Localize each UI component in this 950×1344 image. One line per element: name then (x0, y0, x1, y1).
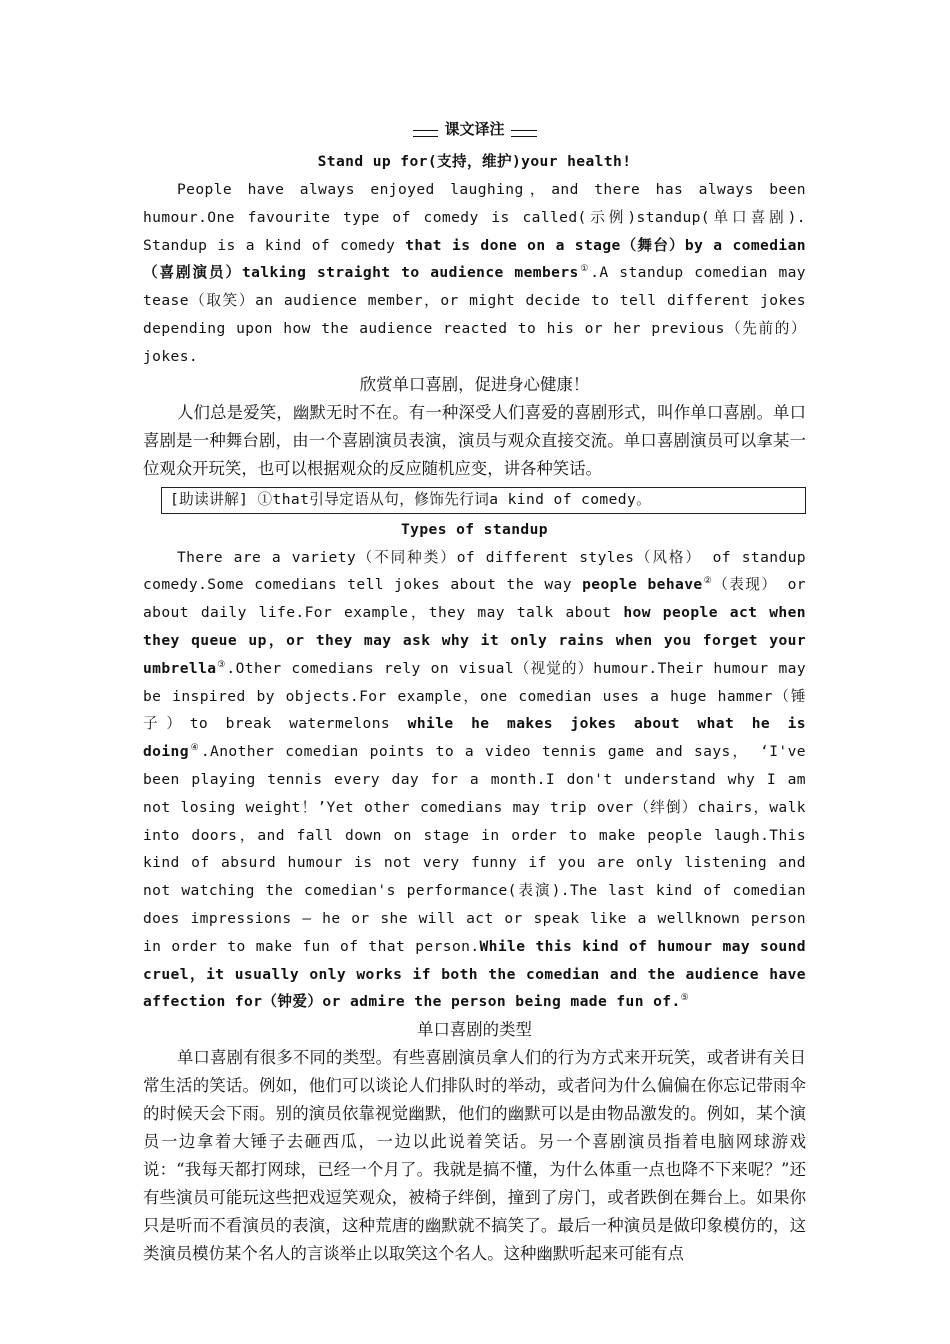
bold-phrase: While this kind of humour may sound cruel，it usually only works if both the comedian and the audience have affection for（钟爱）or admire the person being made fun of. (143, 937, 806, 1011)
footnote-marker: ④ (188, 743, 201, 754)
footnote-marker: ② (702, 576, 714, 587)
passage-paragraph-1 (143, 176, 806, 371)
badge-label: 课文译注 (438, 118, 510, 139)
translation-paragraph-2: 单口喜剧有很多不同的类型。有些喜剧演员拿人们的行为方式来开玩笑，或者讲有关日常生活的笑话。例如，他们可以谈论人们排队时的举动，或者问为什么偏偏在你忘记带雨伞的时候天会下雨。别的演员依靠视觉幽默，他们的幽默可以是由物品激发的。例如，某个演员一边拿着大锤子去砸西瓜，一边以此说着笑话。另一个喜剧演员指着电脑网球游戏说：“我每天都打网球，已经一个月了。我就是搞不懂，为什么体重一点也降不下来呢？”还有些演员可能玩这些把戏逗笑观众，被椅子绊倒，撞到了房门，或者跌倒在舞台上。如果你只是听而不看演员的表演，这种荒唐的幽默就不搞笑了。最后一种演员是做印象模仿的，这类演员模仿某个名人的言谈举止以取笑这个名人。这种幽默听起来可能有点 (143, 1048, 806, 1264)
bold-phrase: while he makes jokes about what he is doing (143, 715, 806, 761)
bold-phrase: people behave (582, 576, 703, 594)
translation-paragraph-1: 人们总是爱笑，幽默无时不在。有一种深受人们喜爱的喜剧形式，叫作单口喜剧。单口喜剧是一种舞台剧，由一个喜剧演员表演，演员与观众直接交流。单口喜剧演员可以拿某一位观众开玩笑，也可以根据观众的反应随机应变，讲各种笑话。 (143, 402, 806, 478)
section-badge (143, 118, 806, 148)
footnote-marker: ③ (216, 659, 227, 670)
reading-help-box: [助读讲解] ①that引导定语从句，修饰先行词a kind of comedy。 (161, 487, 806, 514)
text-run: People have always enjoyed laughing，and there has always been humour.One favourite type of comedy is called(示例)standup(单口喜剧). Standup is a kind of comedy (143, 181, 806, 254)
text-run: .Other comedians rely on visual（视觉的）humour.Their humour may be inspired by objects.For example，one comedian uses a huge hammer（锤子）to break watermelons (143, 659, 807, 733)
passage-paragraph-2 (143, 544, 806, 1017)
text-run: .A standup comedian may tease（取笑）an audience member，or might decide to tell different jokes depending upon how the audience reacted to his or her previous（先前的）jokes. (143, 264, 806, 365)
text-run: There are a variety（不同种类）of different styles（风格） of standup comedy.Some comedians tell jokes about the way (143, 548, 806, 594)
text-run: （表现） or about daily life.For example，they may talk about (143, 576, 806, 622)
footnote-marker: ⑤ (680, 993, 690, 1004)
passage-title: Stand up for(支持，维护)your health! (317, 153, 632, 170)
section-title-types: Types of standup (401, 520, 548, 538)
footnote-marker: ① (578, 264, 591, 275)
translation-title-1: 欣赏单口喜剧，促进身心健康！ (359, 374, 590, 394)
document-page (143, 118, 806, 1268)
text-run: .Another comedian points to a video tennis game and says， ‘I've been playing tennis every day for a month.I don't understand why I am not losing weight！’Yet other comedians may trip over（绊倒）chairs，walk into doors，and fall down on stage in order to make people laugh.This kind of absurd humour is not very funny if you are only listening and not watching the comedian's performance(表演).The last kind of comedian does impressions — he or she will act or speak like a wellknown person in order to make fun of that person. (143, 743, 806, 955)
bold-phrase: how people act when they queue up，or they may ask why it only rains when you forget your umbrella (143, 604, 806, 677)
bold-phrase: that is done on a stage（舞台）by a comedian（喜剧演员）talking straight to audience members (143, 236, 806, 282)
translation-title-2: 单口喜剧的类型 (417, 1020, 532, 1040)
